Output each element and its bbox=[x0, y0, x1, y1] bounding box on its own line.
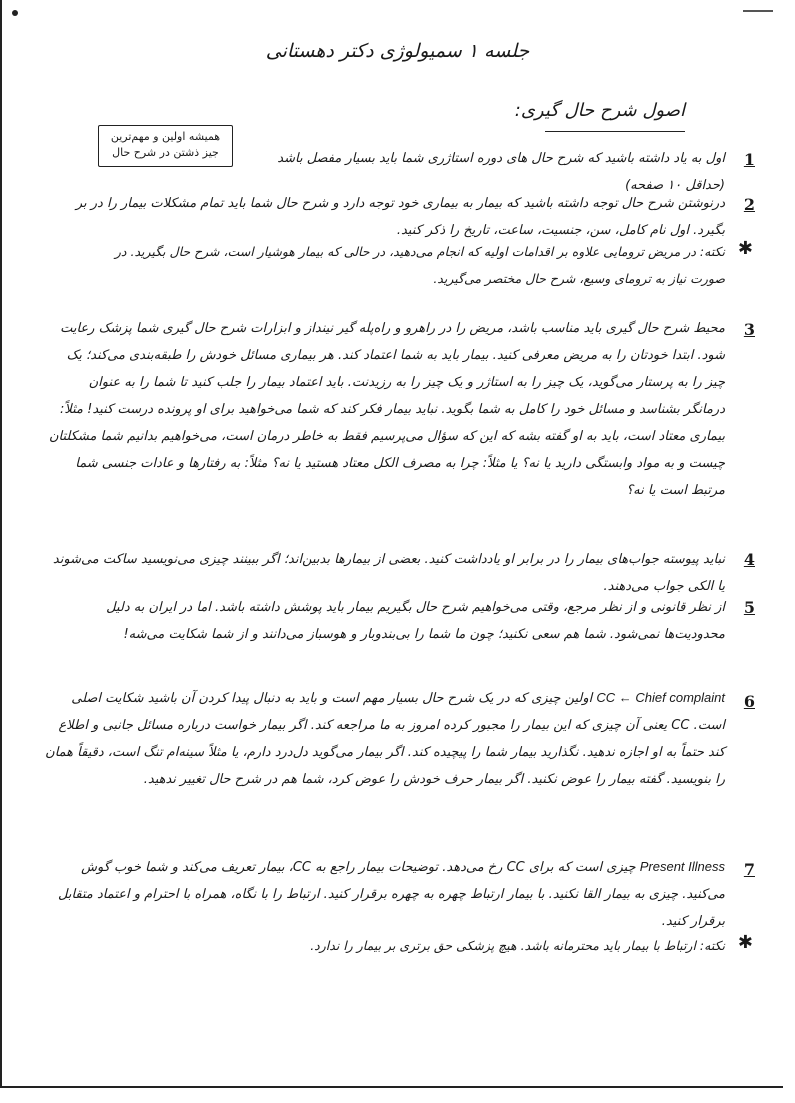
page-title: جلسه ۱ سمیولوژی دکتر دهستانی bbox=[265, 40, 530, 62]
note-1 bbox=[85, 238, 725, 292]
item-number: 7 bbox=[743, 860, 755, 879]
boxed-note bbox=[98, 125, 233, 167]
item-number: 4 bbox=[743, 550, 755, 569]
note-2 bbox=[85, 932, 725, 959]
item-6-text bbox=[45, 684, 725, 793]
item-2-text: درنوشتن شرح حال توجه داشته باشید که بیمار به بیماری خود توجه دارد و شرح حال شما باید تمام مشکلات بیمار را در بر بگیرد. اول نام کامل، سن، جنسیت، ساعت، تاریخ را ذکر کنید. bbox=[75, 196, 725, 238]
item-number: 5 bbox=[743, 598, 755, 617]
present-illness-tag: Present Illness bbox=[639, 859, 725, 874]
boxed-note-line2: جیز ذشتن در شرح حال bbox=[112, 146, 219, 159]
item-5-text: از نظر قانونی و از نظر مرجع، وقتی می‌خواهیم شرح حال بگیریم بیمار باید پوشش داشته باشد. اما در ایران به دلیل محدودیت‌ها نمی‌شود. شما هم سعی نکنید؛ چون ما شما را بی‌بندوبار و هوسباز می‌دانند و از شما شکایت می‌شه! bbox=[106, 600, 725, 642]
note-1-label: نکته: bbox=[699, 244, 725, 259]
item-7-body: چیزی است که برای CC رخ می‌دهد. توضیحات بیمار راجع به CC، بیمار تعریف می‌کند و شما خوب گوش می‌کنید. چیزی به بیمار القا نکنید. با بیمار ارتباط چهره به چهره برقرار کنید. ارتباط را با نگاه، همراه با احترام و اعتماد متقابل برقرار کنید. bbox=[57, 860, 725, 929]
item-7-text bbox=[45, 853, 725, 935]
item-4-text: نباید پیوسته جواب‌های بیمار را در برابر او یادداشت کنید. بعضی از بیمارها بدبین‌اند؛ اگر ببینند چیزی می‌نویسید ساکت می‌شوند یا الکی جواب می‌دهند. bbox=[52, 552, 725, 594]
item-number: 1 bbox=[743, 150, 755, 169]
note-2-text: ارتباط با بیمار باید محترمانه باشد. هیچ پزشکی حق برتری بر بیمار را ندارد. bbox=[310, 938, 696, 953]
item-number: 6 bbox=[743, 692, 755, 711]
margin-dash bbox=[743, 10, 773, 15]
section-heading: اصول شرح حال گیری: bbox=[514, 100, 685, 121]
item-number: 2 bbox=[743, 195, 755, 214]
asterisk-icon: ✱ bbox=[737, 932, 753, 953]
heading-underline bbox=[545, 130, 685, 132]
item-number: 3 bbox=[743, 320, 755, 339]
note-2-label: نکته: bbox=[699, 938, 725, 953]
boxed-note-line1: همیشه اولین و مهم‌ترین bbox=[110, 130, 221, 143]
item-6-body: اولین چیزی که در یک شرح حال بسیار مهم است و باید به دنبال پیدا کردن آن باشید شکایت اصلی است. CC یعنی آن چیزی که این بیمار را مجبور کرده امروز به ما مراجعه کند. اگر بیمار خواست درباره مسائل جانبی و اطلاع کند حتماً به او اجازه ندهید. نگذارید بیمار شما را پیچیده کند. اگر بیمار می‌گوید دل‌درد دارم، یا مثلاً سینه‌ام تنگ است، دقیقاً همان را بنویسید. گفته بیمار را عوض نکنید. اگر بیمار حرف خودش را عوض کرد، شما هم در شرح حال تغییر ندهید. bbox=[45, 691, 725, 787]
cc-tag: CC ← Chief complaint bbox=[596, 690, 725, 705]
item-1-text: اول به یاد داشته باشید که شرح حال های دوره استاژری شما باید بسیار مفصل باشد (حداقل ۱۰ صفحه) bbox=[277, 151, 725, 193]
asterisk-icon: ✱ bbox=[737, 238, 753, 259]
item-3-text: محیط شرح حال گیری باید مناسب باشد، مریض را در راهرو و راه‌پله گیر نینداز و ابزارات شرح حال گیری شما پزشک رعایت شود. ابتدا خودتان را به مریض معرفی کنید. بیمار باید به شما اعتماد کند. هر بیماری مسائل خودش را طبقه‌بندی می‌کند؛ یک چیز را به پرستار می‌گوید، یک چیز را به استاژر و یک چیز را به رزیدنت. باید اعتماد بیمار را جلب کنید تا شما را به عنوان درمانگر بشناسد و مسائل خود را کامل به شما بگوید. نباید بیمار فکر کند که شما می‌خواهید برای او پرونده درست کنید! مثلاً: بیماری معتاد است، باید به او گفته بشه که این که سؤال می‌پرسیم فقط به خاطر درمان است، می‌خواهیم بدانیم شما مشکلتان چیست و به مواد وابستگی دارید یا نه؟ یا مثلاً: چرا به مصرف الکل معتاد هستید یا نه؟ مثلاً: به رفتارها و عادات جنسی شما مرتبط است یا نه؟ bbox=[48, 321, 725, 498]
note-1-text: در مریض ترومایی علاوه بر اقدامات اولیه که انجام می‌دهید، در حالی که بیمار هوشیار است، شرح حال بگیرید. در صورت نیاز به ترومای وسیع، شرح حال مختصر می‌گیرید. bbox=[114, 244, 725, 286]
margin-dot bbox=[12, 10, 18, 16]
